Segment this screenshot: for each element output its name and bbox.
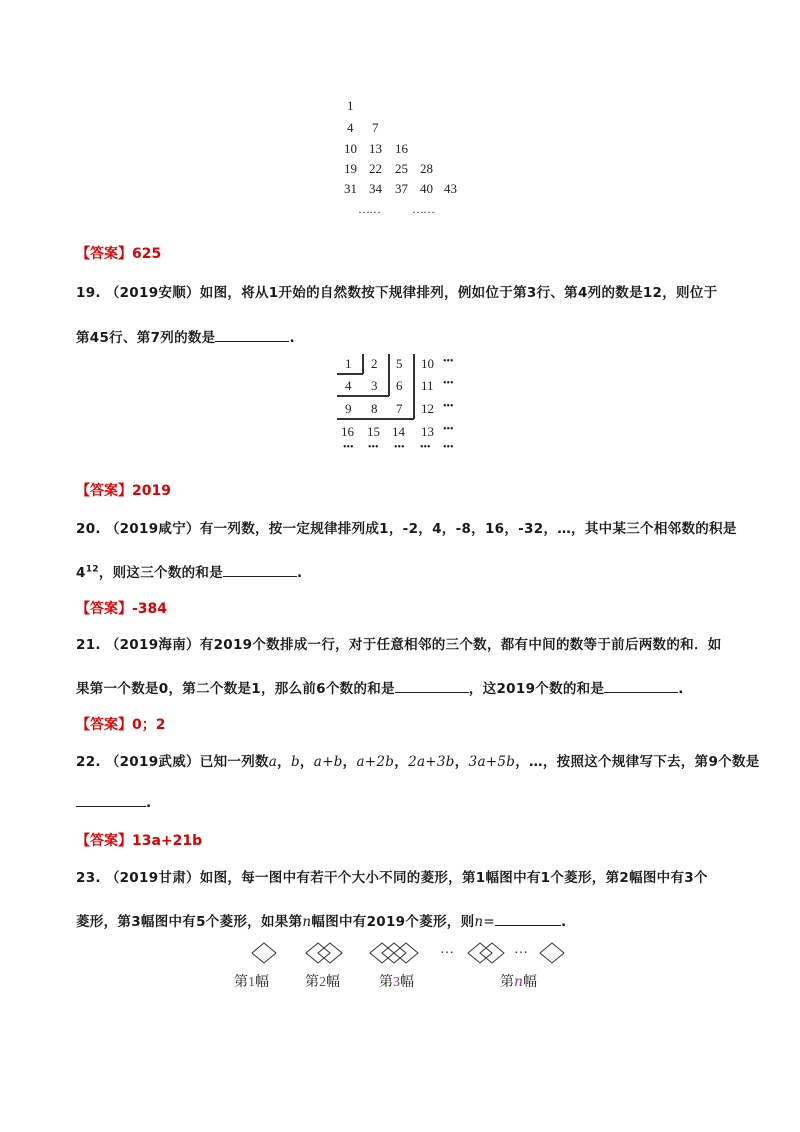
caption-text: 第 [500,975,514,990]
caption-number: n [514,974,524,990]
answer-value: -384 [132,601,168,617]
answer-value: 625 [132,246,162,262]
question-text: 22. （2019武威）已知一列数 [76,754,269,770]
spiral-number-grid-figure [0,0,800,470]
figure-caption-1 [234,971,269,991]
sequence-term: a+b [313,754,343,770]
answer-value: 2019 [132,483,171,499]
answer-blank [76,806,146,807]
answer-label: 【答案】 [76,483,132,499]
question-text: 第45行、第7列的数是 [76,330,216,346]
figure-ellipsis-inner: … [514,942,528,957]
grid-cell: 1 [345,356,352,371]
punctuation: ， [394,754,409,770]
triangle-cell: 43 [444,181,457,196]
answer-blank-2 [604,692,678,693]
caption-text: 幅 [523,975,538,990]
grid-cell: 16 [341,424,354,439]
caption-text: 第 [305,975,319,990]
caption-number: 3 [393,975,400,990]
figure-ellipsis: … [440,942,454,957]
question-text: 按照这个规律写下去，第9个数是 [556,754,760,770]
question-text: 果第一个数是0，第二个数是1，那么前6个数的和是 [76,681,395,697]
power-exponent: 12 [85,564,99,575]
triangle-cell: 19 [344,161,357,176]
answer-22 [76,830,202,850]
grid-divider [337,418,414,420]
grid-divider [362,354,364,374]
caption-number: 1 [248,975,255,990]
caption-text: 幅 [400,975,414,990]
answer-value: 0；2 [132,717,166,733]
answer-label: 【答案】 [76,717,132,733]
triangle-cell: 13 [369,141,382,156]
grid-cell: 11 [421,378,434,393]
question-21-line2 [76,677,684,697]
caption-text: 第 [379,975,393,990]
answer-value: 13a+21b [132,833,203,849]
punctuation: ， [277,754,291,770]
punctuation: . [146,795,152,811]
caption-text: 第 [234,975,248,990]
caption-text: 幅 [326,975,340,990]
rhombus-shape [540,943,564,963]
grid-cell: ••• [368,442,379,453]
grid-cell: 2 [371,356,378,371]
triangle-ellipsis: …… [358,202,380,216]
question-22-line2 [76,795,151,811]
answer-blank-1 [395,692,469,693]
grid-cell: ••• [443,378,454,389]
punctuation: ， [454,754,469,770]
grid-cell: ••• [443,356,454,367]
grid-cell: ••• [443,401,454,412]
triangle-cell: 16 [395,141,408,156]
grid-cell: 12 [421,401,434,416]
triangle-cell: 31 [344,181,357,196]
grid-cell: ••• [443,424,454,435]
power-base: 4 [76,565,86,581]
grid-cell: 4 [345,378,352,393]
question-text: 菱形，第3幅图中有5个菱形，如果第 [76,914,303,930]
triangle-cell: 25 [395,161,408,176]
grid-divider [388,354,390,396]
grid-cell: 6 [396,378,403,393]
answer-label: 【答案】 [76,833,132,849]
figure-caption-n [500,971,537,991]
rhombus-shape [252,943,276,963]
triangle-cell: 4 [347,120,354,135]
rhombus-pattern-figure [0,935,800,970]
question-text: ，这2019个数的和是 [468,681,605,697]
grid-cell: 5 [396,356,403,371]
question-text: 幅图中有2019个菱形，则 [311,914,475,930]
grid-cell: 13 [421,424,434,439]
triangle-cell: 10 [344,141,357,156]
question-20-line2 [76,561,302,581]
triangle-cell: 40 [420,181,433,196]
grid-cell: 14 [392,424,405,439]
triangle-cell: 34 [369,181,382,196]
grid-cell: ••• [420,442,431,453]
grid-cell: 10 [421,356,434,371]
triangle-cell: 37 [395,181,408,196]
grid-cell: ••• [343,442,354,453]
answer-blank [223,576,297,577]
answer-label: 【答案】 [76,601,132,617]
sequence-term: 2a+3b [408,754,455,770]
question-19-line1: 19. （2019安顺）如图，将从1开始的自然数按下规律排列，例如位于第3行、第4列的数是12，则位于 [76,285,718,301]
punctuation: . [560,914,567,930]
figure-caption-3 [379,971,414,991]
question-23-line1: 23. （2019甘肃）如图，每一图中有若干个大小不同的菱形，第1幅图中有1个菱形，第2幅图中有3个 [76,870,708,886]
grid-divider [337,395,389,397]
triangle-cell: 7 [372,120,379,135]
grid-cell: ••• [443,442,454,453]
punctuation: ，…， [515,754,557,770]
sequence-term: 3a+5b [468,754,516,770]
sequence-term: a+2b [356,754,395,770]
variable-n-equals: n= [474,914,495,930]
punctuation: ， [299,754,314,770]
grid-divider [413,354,415,419]
grid-cell: 3 [371,378,378,393]
grid-cell: ••• [394,442,405,453]
grid-cell: 15 [367,424,380,439]
triangle-cell: 1 [347,98,354,113]
sequence-term: b [290,754,300,770]
grid-divider [337,373,363,375]
grid-cell: 8 [371,401,378,416]
caption-text: 幅 [255,975,269,990]
grid-cell: 9 [345,401,352,416]
caption-number: 2 [319,975,326,990]
punctuation: . [297,565,303,581]
triangle-cell: 28 [420,161,433,176]
answer-label: 【答案】 [76,246,132,262]
question-text: ，则这三个数的和是 [98,565,224,581]
triangle-ellipsis: …… [412,202,434,216]
question-21-line1: 21. （2019海南）有2019个数排成一行，对于任意相邻的三个数，都有中间的数等于前后两数的和．如 [76,637,722,653]
grid-cell: 7 [396,401,403,416]
triangle-cell: 22 [369,161,382,176]
answer-20 [76,598,167,618]
answer-21 [76,714,165,734]
question-20-line1: 20. （2019咸宁）有一列数，按一定规律排列成1，-2，4，-8，16，-32，…，其中某三个相邻数的积是 [76,521,737,537]
answer-blank [495,925,561,926]
figure-caption-2 [305,971,340,991]
punctuation: . [289,330,295,346]
punctuation: ， [342,754,357,770]
answer-19 [76,480,171,500]
question-23-line2 [76,910,566,930]
variable-n: n [302,914,312,930]
question-22-line1 [76,750,760,770]
punctuation: . [678,681,684,697]
sequence-term: a [268,754,278,770]
